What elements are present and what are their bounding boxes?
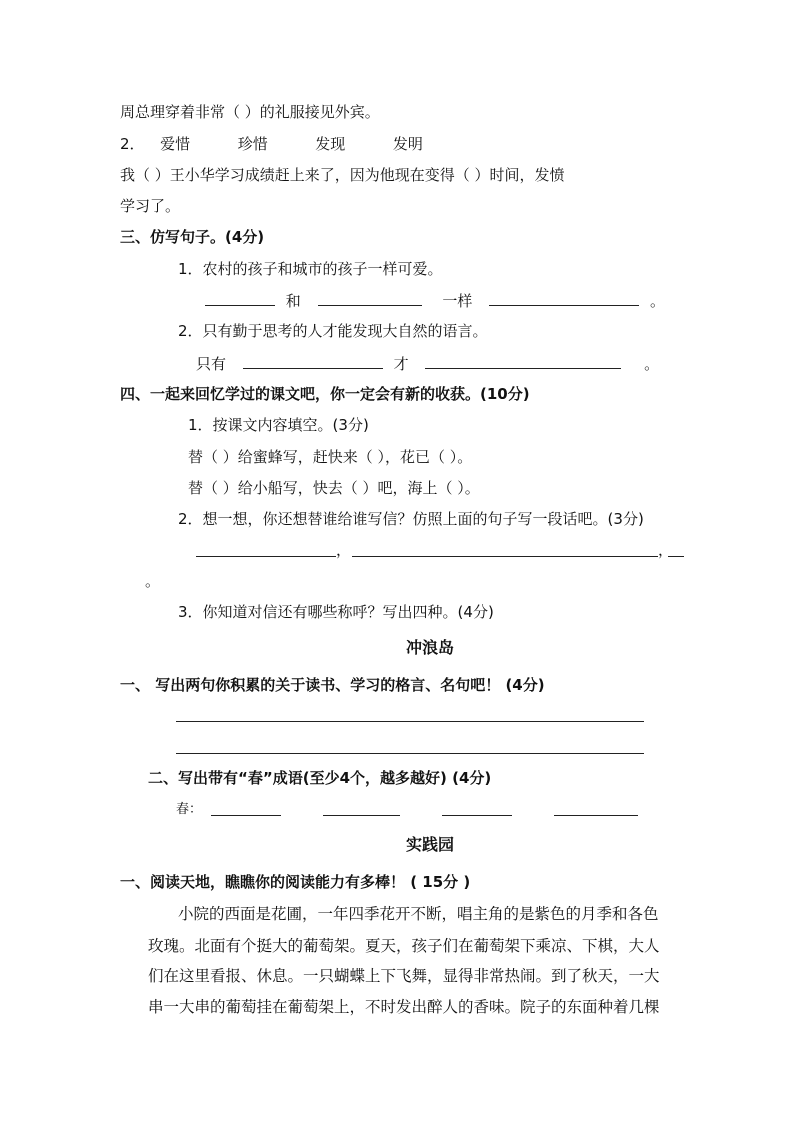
- answer-blank[interactable]: [243, 353, 383, 369]
- answer-line[interactable]: [352, 556, 658, 557]
- answer-line[interactable]: [323, 815, 400, 816]
- comma: ，: [658, 541, 674, 559]
- answer-line[interactable]: [442, 815, 512, 816]
- section-3-q1-fill: [205, 290, 665, 311]
- answer-line[interactable]: [211, 815, 281, 816]
- answer-blank[interactable]: [489, 290, 639, 306]
- section-3-q1: 1．农村的孩子和城市的孩子一样可爱。: [178, 260, 443, 278]
- answer-line[interactable]: [554, 815, 638, 816]
- answer-line[interactable]: [196, 556, 336, 557]
- word-option: 爱惜: [160, 135, 191, 153]
- word-choice-line: [120, 134, 423, 154]
- reading-paragraph-line: 玫瑰。北面有个挺大的葡萄架。夏天，孩子们在葡萄架下乘凉、下棋，大人: [148, 937, 660, 955]
- section-3-title: 三、仿写句子。(4分): [120, 228, 265, 246]
- fill-word: 和: [285, 292, 301, 310]
- answer-line[interactable]: [668, 556, 684, 557]
- sentence-line-4: 学习了。: [120, 197, 181, 215]
- fill-end: 。: [649, 292, 665, 310]
- section-3-q2: 2．只有勤于思考的人才能发现大自然的语言。: [178, 322, 488, 340]
- section-4-q1: 1．按课文内容填空。(3分): [188, 416, 369, 434]
- answer-blank[interactable]: [205, 290, 275, 306]
- word-option: 发明: [392, 135, 423, 153]
- section-4-q3: 3．你知道对信还有哪些称呼？写出四种。(4分): [178, 603, 494, 621]
- fill-word: 才: [393, 355, 409, 373]
- section-4-title: 四、一起来回忆学过的课文吧，你一定会有新的收获。(10分): [120, 385, 530, 403]
- section-4-fill-1: 替（ ）给蜜蜂写，赶快来（ ），花已（ ）。: [188, 448, 473, 466]
- word-option: 珍惜: [237, 135, 268, 153]
- section-4-fill-2: 替（ ）给小船写，快去（ ）吧，海上（ ）。: [188, 479, 480, 497]
- island-heading: 冲浪岛: [405, 638, 454, 657]
- item-number: 2．: [120, 135, 145, 153]
- section-4-q2: 2．想一想，你还想替谁给谁写信？仿照上面的句子写一段话吧。(3分): [178, 510, 644, 528]
- chun-label: 春：: [176, 802, 203, 817]
- reading-paragraph-line: 们在这里看报、休息。一只蝴蝶上下飞舞，显得非常热闹。到了秋天，一大: [148, 967, 660, 985]
- answer-line[interactable]: [176, 753, 644, 754]
- reading-paragraph-line: 小院的西面是花圃，一年四季花开不断，唱主角的是紫色的月季和各色: [178, 905, 659, 923]
- practice-q1: 一、阅读天地，瞧瞧你的阅读能力有多棒！ ( 15分 ): [120, 873, 471, 891]
- practice-heading: 实践园: [405, 835, 454, 854]
- answer-blank[interactable]: [318, 290, 422, 306]
- fill-word: 只有: [196, 355, 227, 373]
- fill-word: 一样: [442, 292, 473, 310]
- fill-end: 。: [644, 355, 660, 373]
- comma: ，: [336, 541, 352, 559]
- section-3-q2-fill: [196, 353, 659, 374]
- word-option: 发现: [315, 135, 346, 153]
- island-q1: 一、 写出两句你积累的关于读书、学习的格言、名句吧！ (4分): [120, 676, 545, 694]
- period: 。: [145, 572, 161, 590]
- answer-line[interactable]: [176, 721, 644, 722]
- sentence-line-1: 周总理穿着非常（ ）的礼服接见外宾。: [120, 103, 380, 121]
- sentence-line-3: 我（ ）王小华学习成绩赶上来了，因为他现在变得（ ）时间，发愤: [120, 166, 565, 184]
- reading-paragraph-line: 串一大串的葡萄挂在葡萄架上，不时发出醉人的香味。院子的东面种着几棵: [148, 998, 660, 1016]
- island-q2: 二、写出带有“春”成语(至少4个，越多越好) (4分): [148, 769, 492, 787]
- answer-blank[interactable]: [425, 353, 621, 369]
